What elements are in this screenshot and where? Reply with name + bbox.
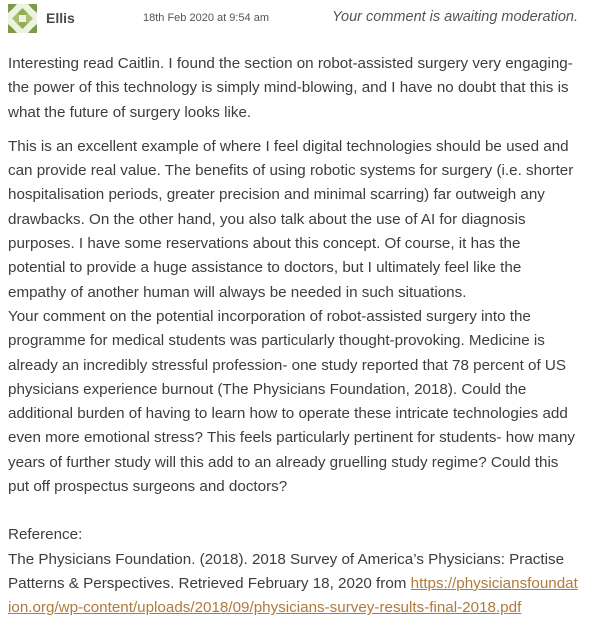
reference-citation: The Physicians Foundation. (2018). 2018 Survey of America’s Physicians: Practise Patterns & Perspectives. Retrieved February 18, 2020 from: [8, 550, 565, 592]
comment-header: [0, 0, 602, 40]
reference-label: Reference:: [8, 526, 83, 544]
comment-author[interactable]: Ellis: [46, 10, 75, 26]
moderation-notice: Your comment is awaiting moderation.: [332, 9, 578, 25]
comment-paragraph: This is an excellent example of where I feel digital technologies should be used and can provide real value. The benefits of using robotic systems for surgery (i.e. shorter hospitalisation periods, greater precision and minimal scarring) far outweigh any drawbacks. On the other hand, you also talk about the use of AI for diagnosis purposes. I have some reservations about this concept. Of course, it has the potential to provide a huge assistance to doctors, but I ultimately feel like the empathy of another human will always be needed in such situations.: [8, 137, 574, 301]
avatar: [8, 4, 37, 33]
comment-timestamp[interactable]: 18th Feb 2020 at 9:54 am: [143, 12, 269, 24]
identicon-avatar-icon: [8, 4, 37, 33]
reference-link[interactable]: https://physiciansfoundation.org/wp-content/uploads/2018/09/physicians-survey-results-final-2018.pdf: [8, 574, 578, 617]
comment-paragraph: Interesting read Caitlin. I found the section on robot-assisted surgery very engaging- the power of this technology is simply mind-blowing, and I have no doubt that this is what the future of surgery looks like.: [8, 55, 573, 121]
comment-paragraph: Your comment on the potential incorporation of robot-assisted surgery into the programme for medical students was particularly thought-provoking. Medicine is already an incredibly stressful profession- one study reported that 78 percent of US physicians experience burnout (The Physicians Foundation, 2018). Could the additional burden of having to learn how to operate these intricate technologies add even more emotional stress? This feels particularly pertinent for students- how many years of further study will this add to an already gruelling study regime? Could this put off prospectus surgeons and doctors?: [8, 307, 575, 496]
comment-body: [8, 52, 578, 621]
reference-block: [8, 523, 578, 620]
